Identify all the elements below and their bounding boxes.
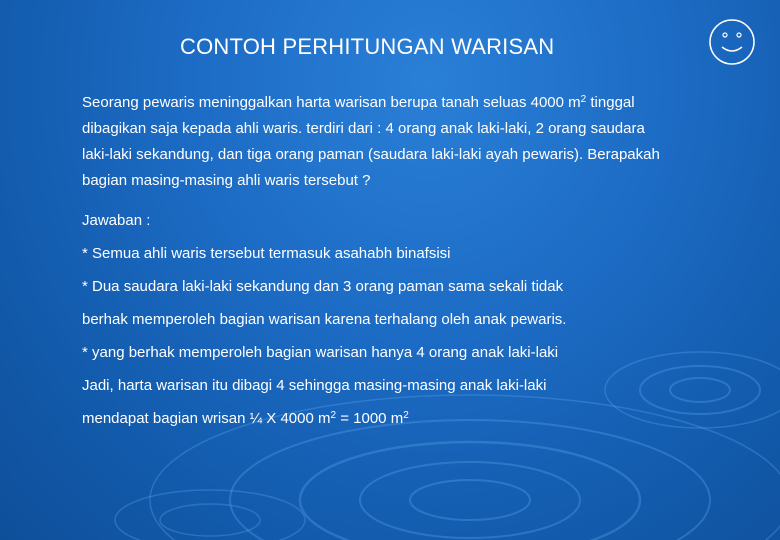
question-line-3: laki-laki sekandung, dan tiga orang paman (saudara laki-laki ayah pewaris). Berapakah [82, 146, 660, 163]
smiley-face-icon [708, 18, 756, 66]
answer-line-2: * Dua saudara laki-laki sekandung dan 3 orang paman sama sekali tidak [82, 278, 564, 295]
answer-heading: Jawaban : [82, 212, 151, 229]
answer-line-1: * Semua ahli waris tersebut termasuk asahabh binafsisi [82, 245, 451, 262]
question-line-1: Seorang pewaris meninggalkan harta warisan berupa tanah seluas 4000 $m^2$ tinggal [82, 94, 635, 111]
final-answer-line: mendapat bagian wrisan ¼ X 4000 $m^2 = 1000$ $m^2$ [82, 410, 409, 427]
question-line-2: dibagikan saja kepada ahli waris. terdiri dari : 4 orang anak laki-laki, 2 orang saudara [82, 120, 645, 137]
answer-line-3: berhak memperoleh bagian warisan karena terhalang oleh anak pewaris. [82, 311, 567, 328]
slide-content [82, 90, 742, 435]
slide-title: CONTOH PERHITUNGAN WARISAN [180, 34, 555, 59]
question-line-4: bagian masing-masing ahli waris tersebut ? [82, 172, 371, 189]
answer-line-4: * yang berhak memperoleh bagian warisan hanya 4 orang anak laki-laki [82, 344, 559, 361]
answer-line-5: Jadi, harta warisan itu dibagi 4 sehingga masing-masing anak laki-laki [82, 377, 547, 394]
